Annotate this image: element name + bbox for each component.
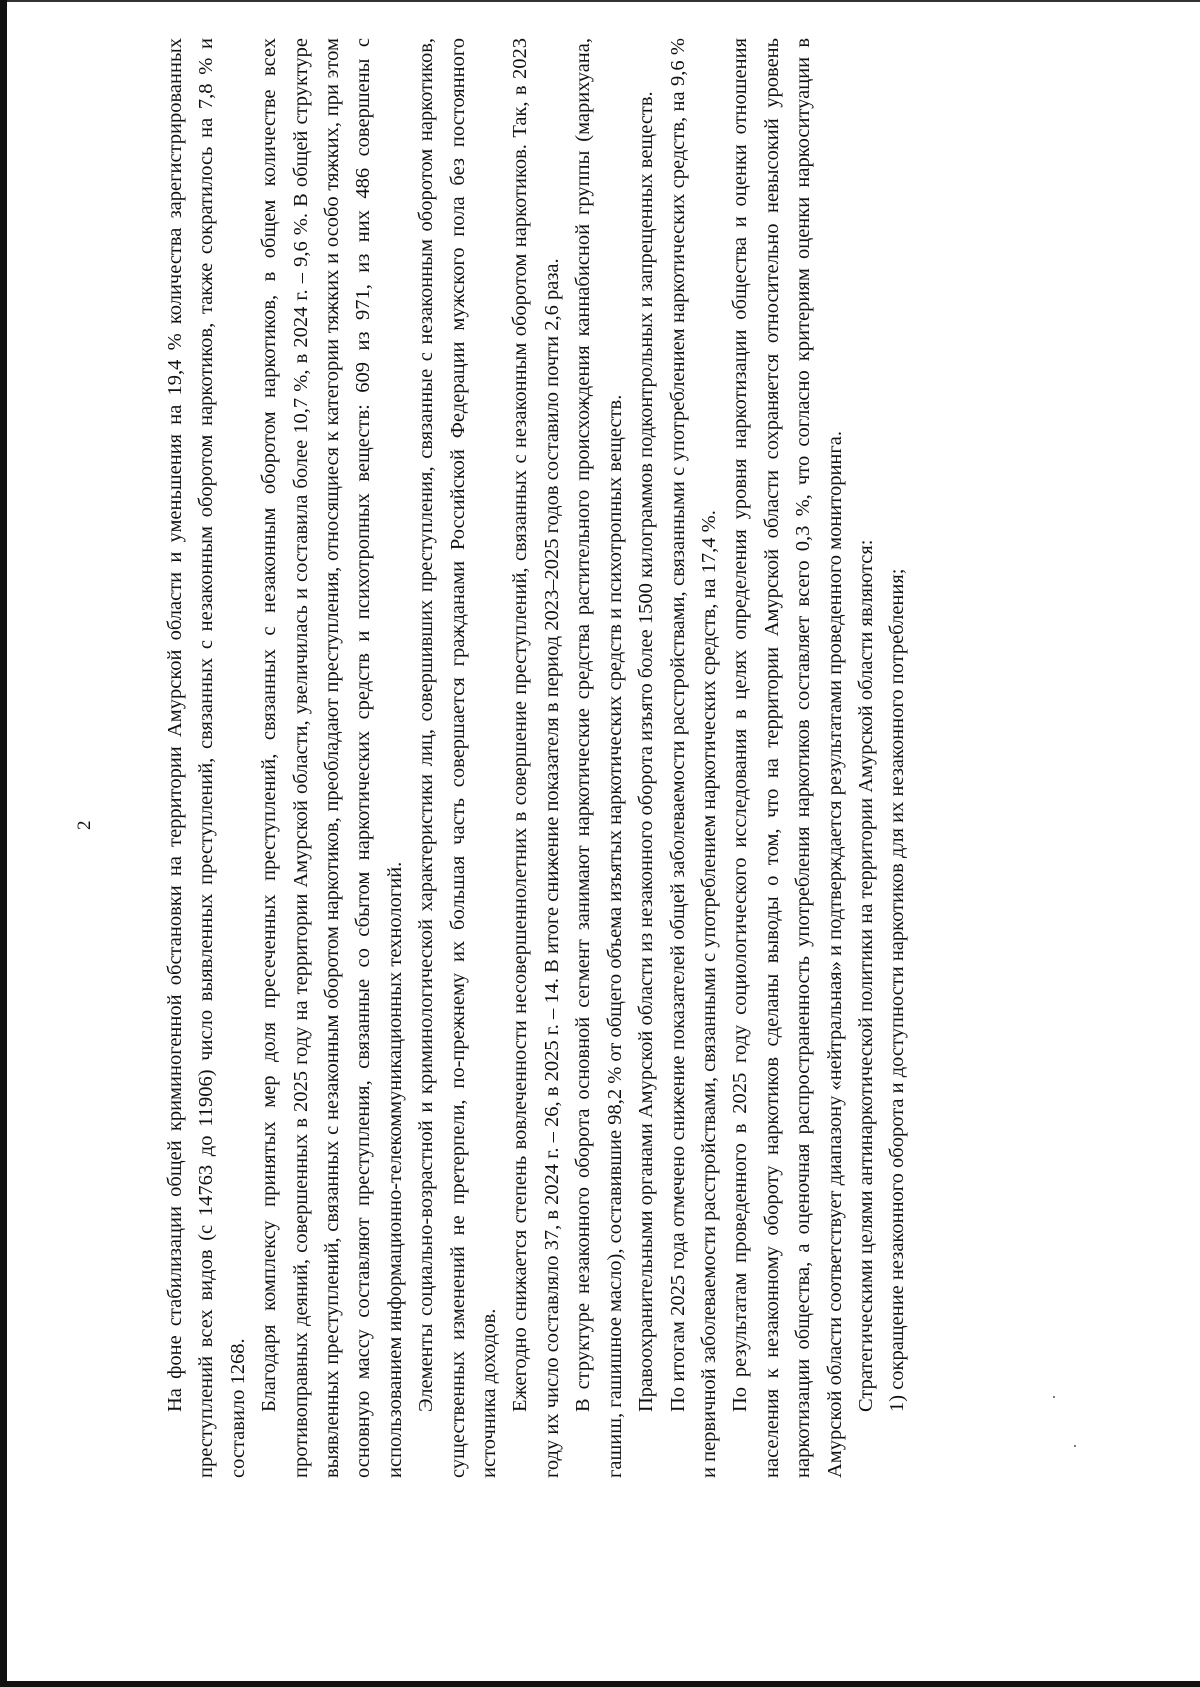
document-body [160,38,914,1478]
scan-speck [1053,1396,1055,1398]
paragraph: Элементы социально-возрастной и криминологической характеристики лиц, совершивших преступления, связанные с незаконным оборотом наркотиков, существенных изменений не претерпели, по-прежнему их большая часть совершается гражданами Российской Федерации мужского пола без постоянного источника доходов. [415,38,501,1478]
scan-border-top [0,0,1200,2]
paragraph: По результатам проведенного в 2025 году социологического исследования в целях определения уровня наркотизации общества и оценки отношения населения к незаконному обороту наркотиков сделаны выводы о том, что на территории Амурской области сохраняется относительно невысокий уровень наркотизации общества, а оценочная распространенность употребления наркотиков составляет всего 0,3 %, что согласно критериям оценки наркоситуации в Амурской области соответствует диапазону «нейтральная» и подтверждается результатами проведенного мониторинга. [729,38,846,1478]
paragraph: 1) сокращение незаконного оборота и доступности наркотиков для их незаконного потребления; [886,568,909,1412]
paragraph: Благодаря комплексу принятых мер доля пресеченных преступлений, связанных с незаконным оборотом наркотиков, в общем количестве всех противоправных деяний, совершенных в 2025 году на территории Амурской области, увеличилась и составила более 10,7 %, в 2024 г. – 9,6 %. В общей структуре выявленных преступлений, связанных с незаконным оборотом наркотиков, преобладают преступления, относящиеся к категории тяжких и особо тяжких, при этом основную массу составляют преступления, связанные со сбытом наркотических средств и психотропных веществ: 609 из 971, из них 486 совершены с использованием информационно-телекоммуникационных технологий. [258,38,406,1478]
paragraph: Правоохранительными органами Амурской области из незаконного оборота изъято более 1500 килограммов подконтрольных и запрещенных веществ. [635,91,658,1412]
page-number: 2 [74,820,95,830]
paragraph: В структуре незаконного оборота основной сегмент занимают наркотические средства растительного происхождения каннабисной группы (марихуана, гашиш, гашишное масло), составившие 98,2 % от общего объема изъятых наркотических средств и психотропных веществ. [572,38,626,1478]
scan-border-bottom [0,1681,1200,1687]
scan-speck [1074,1445,1076,1447]
paragraph: По итогам 2025 года отмечено снижение показателей общей заболеваемости расстройствами, связанными с употреблением наркотических средств, на 9,6 % и первичной заболеваемости расстройствами, связанными с употреблением наркотических средств, на 17,4 %. [666,38,720,1478]
paragraph: Ежегодно снижается степень вовлеченности несовершеннолетних в совершение преступлений, связанных с незаконным оборотом наркотиков. Так, в 2023 году их число составляло 37, в 2024 г. – 26, в 2025 г. – 14. В итоге снижение показателя в период 2023–2025 годов составило почти 2,6 раза. [509,38,563,1478]
scan-border-left [0,0,7,1687]
paragraph: Стратегическими целями антинаркотической политики на территории Амурской области являются: [854,539,877,1412]
paragraph: На фоне стабилизации общей криминогенной обстановки на территории Амурской области и уменьшения на 19,4 % количества зарегистрированных преступлений всех видов (с 14763 до 11906) число выявленных преступлений, связанных с незаконным оборотом наркотиков, также сократилось на 7,8 % и составило 1268. [164,38,249,1478]
